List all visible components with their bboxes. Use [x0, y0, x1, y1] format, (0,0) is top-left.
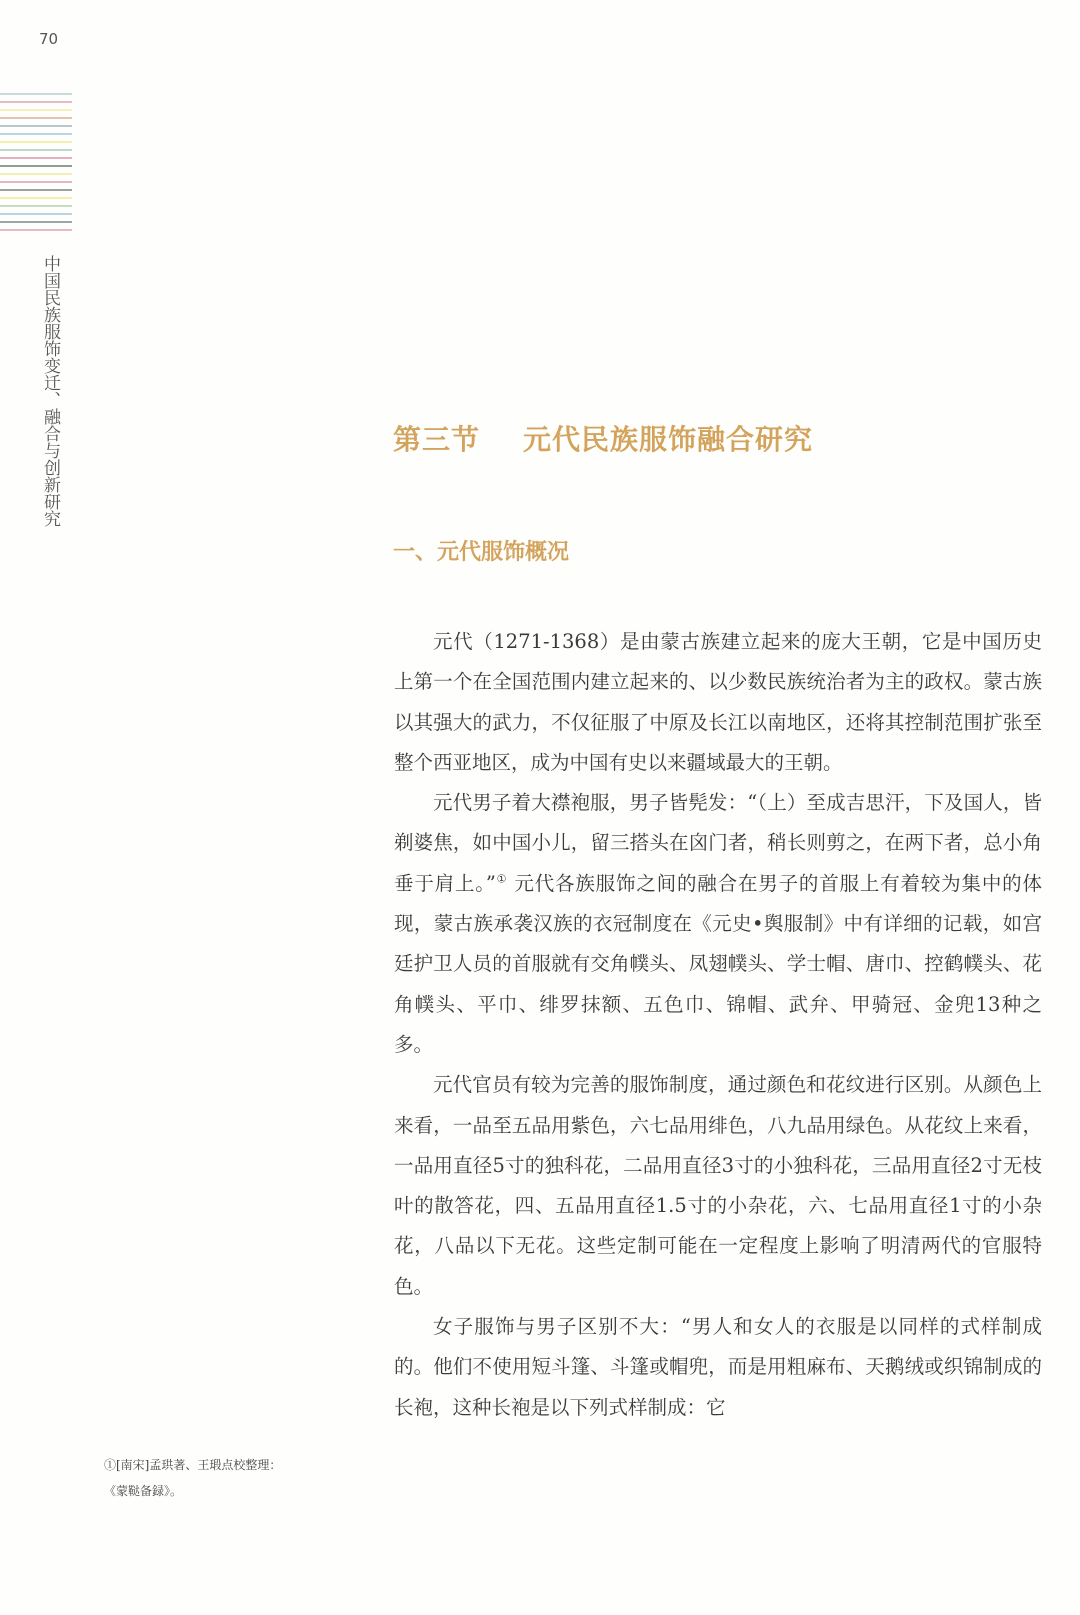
page-number: 70	[39, 30, 59, 48]
decorative-stripes	[0, 93, 72, 235]
running-header-series-title: 中国民族服饰变迁、融合与创新研究	[40, 255, 60, 527]
stripe-line	[0, 197, 72, 199]
stripe-line	[0, 149, 72, 151]
footnote-reference[interactable]: ①	[495, 872, 508, 886]
stripe-line	[0, 173, 72, 175]
stripe-line	[0, 213, 72, 215]
stripe-line	[0, 157, 72, 159]
stripe-line	[0, 117, 72, 119]
stripe-line	[0, 125, 72, 127]
body-text	[394, 622, 1042, 1428]
stripe-line	[0, 133, 72, 135]
stripe-line	[0, 141, 72, 143]
stripe-line	[0, 101, 72, 103]
stripe-line	[0, 205, 72, 207]
paragraph-3: 元代官员有较为完善的服饰制度，通过颜色和花纹进行区别。从颜色上来看，一品至五品用紫色，六七品用绯色，八九品用绿色。从花纹上来看，一品用直径5寸的独科花，二品用直径3寸的小独科花，三品用直径2寸无枝叶的散答花，四、五品用直径1.5寸的小杂花，六、七品用直径1寸的小杂花，八品以下无花。这些定制可能在一定程度上影响了明清两代的官服特色。	[394, 1073, 1042, 1298]
section-title: 第三节 元代民族服饰融合研究	[393, 423, 813, 456]
footnote-line-1: ①[南宋]孟珙著、王瑖点校整理：	[104, 1458, 282, 1472]
stripe-line	[0, 221, 72, 223]
stripe-line	[0, 93, 72, 95]
paragraph-2	[394, 783, 1042, 1065]
stripe-line	[0, 229, 72, 231]
paragraph-2-quote: 元代男子着大襟袍服，男子皆髡发：“（上）至成吉思汗，下及国人，皆剃婆焦，如中国小儿，留三搭头在囟门者，稍长则剪之，在两下者，总小角垂于肩上。”	[394, 791, 1042, 895]
stripe-line	[0, 165, 72, 167]
stripe-line	[0, 189, 72, 191]
stripe-line	[0, 181, 72, 183]
stripe-line	[0, 109, 72, 111]
footnote-line-2: 《蒙鞑备録》。	[104, 1484, 183, 1498]
paragraph-2-rest: 元代各族服饰之间的融合在男子的首服上有着较为集中的体现，蒙古族承袭汉族的衣冠制度在《元史•舆服制》中有详细的记载，如宫廷护卫人员的首服就有交角幞头、凤翅幞头、学士帽、唐巾、控鹤幞头、花角幞头、平巾、绯罗抹额、五色巾、锦帽、武弁、甲骑冠、金兜13种之多。	[394, 871, 1042, 1056]
footnote	[104, 1452, 344, 1504]
paragraph-4: 女子服饰与男子区别不大：“男人和女人的衣服是以同样的式样制成的。他们不使用短斗篷、斗篷或帽兜，而是用粗麻布、天鹅绒或织锦制成的长袍，这种长袍是以下列式样制成：它	[394, 1315, 1042, 1419]
paragraph-1: 元代（1271-1368）是由蒙古族建立起来的庞大王朝，它是中国历史上第一个在全国范围内建立起来的、以少数民族统治者为主的政权。蒙古族以其强大的武力，不仅征服了中原及长江以南地区，还将其控制范围扩张至整个西亚地区，成为中国有史以来疆域最大的王朝。	[394, 630, 1042, 774]
subsection-title: 一、元代服饰概况	[393, 539, 570, 565]
